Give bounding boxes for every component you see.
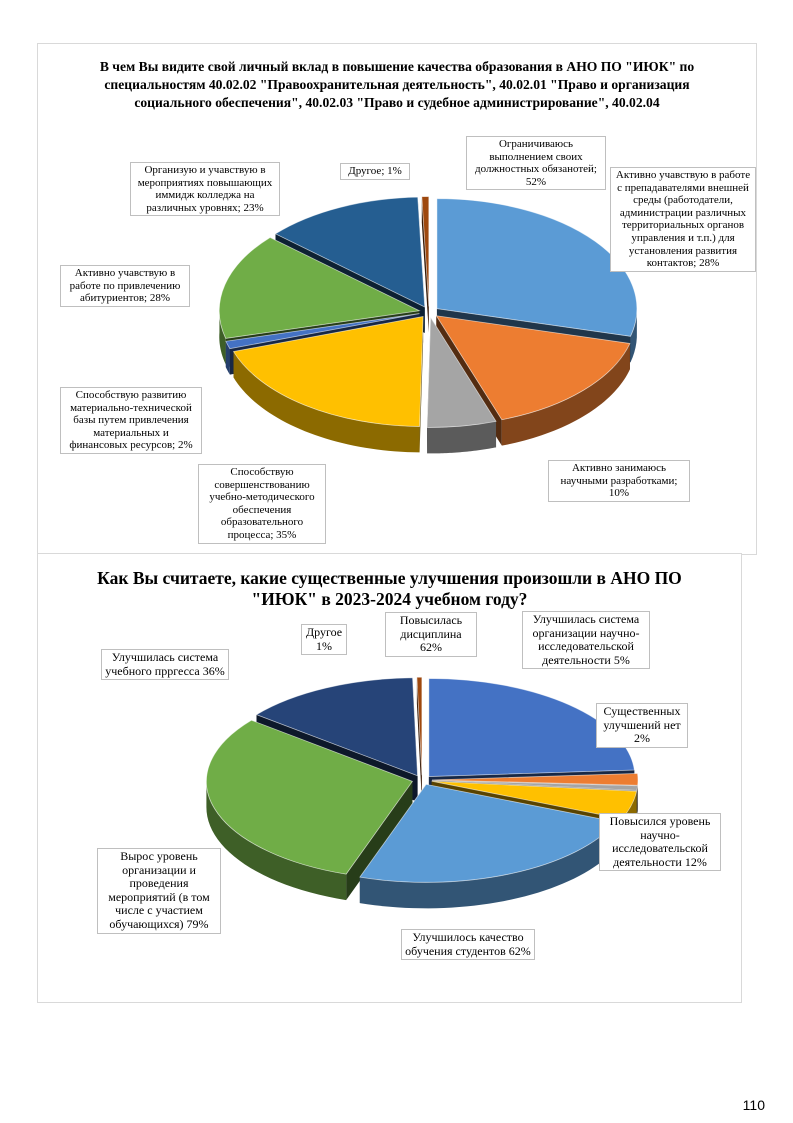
chart-2-label-4: Улучшилось качество обучения студентов 62% — [401, 929, 535, 960]
chart-1-label-6: Организую и учавствую в мероприятиях повышающих иммидж колледжа на различных уровнях; 23% — [130, 162, 280, 216]
chart-2-label-1: Улучшилась система организации научно-исследовательской деятельности 5% — [522, 611, 650, 669]
chart-1-label-4: Способствую развитию материально-технической базы путем привлечения материальных и финансовых ресурсов; 2% — [60, 387, 202, 454]
chart-2-label-0: Повысилась дисциплина 62% — [385, 612, 477, 657]
page-number: 110 — [742, 1097, 765, 1113]
chart-2-title: Как Вы считаете, какие существенные улучшения произошли в АНО ПО "ИЮК" в 2023-2024 учебном году? — [97, 568, 682, 609]
chart-1-label-1: Активно учавствую в работе с препадавателями внешней среды (работодатели, администрации различных территориальных органов управления и т.п.) для установления развития контактов; 28% — [610, 167, 756, 272]
chart-1-panel — [37, 43, 757, 555]
chart-1-label-7: Другое; 1% — [340, 163, 410, 180]
chart-2-panel — [37, 553, 742, 1003]
chart-2-slice-7 — [417, 677, 422, 801]
chart-1-label-0: Ограничиваюсь выполнением своих должностных обязанотей; 52% — [466, 136, 606, 190]
chart-2-label-7: Другое 1% — [301, 624, 347, 655]
chart-2-label-2: Существенных улучшений нет 2% — [596, 703, 688, 748]
chart-2-label-3: Повысился уровень научно-исследовательской деятельности 12% — [599, 813, 721, 871]
chart-1-label-5: Активно учавствую в работе по привлечению абитуриентов; 28% — [60, 265, 190, 307]
chart-2-label-6: Улучшилась система учебного прргесса 36% — [101, 649, 229, 680]
chart-2-label-5: Вырос уровень организации и проведения мероприятий (в том числе с участием обучающихся) 79% — [97, 848, 221, 934]
chart-1-title: В чем Вы видите свой личный вклад в повышение качества образования в АНО ПО "ИЮК" по специальностям 40.02.02 "Правоохранительная деятельность", 40.02.01 "Право и организация социального обеспечения", 40.02.03 "Право и судебное администрирование", 40.02.04 — [99, 59, 695, 110]
chart-1-label-3: Способствую совершенствованию учебно-методического обеспечения образовательного процесса; 35% — [198, 464, 326, 544]
chart-1-label-2: Активно занимаюсь научными разработками; 10% — [548, 460, 690, 502]
